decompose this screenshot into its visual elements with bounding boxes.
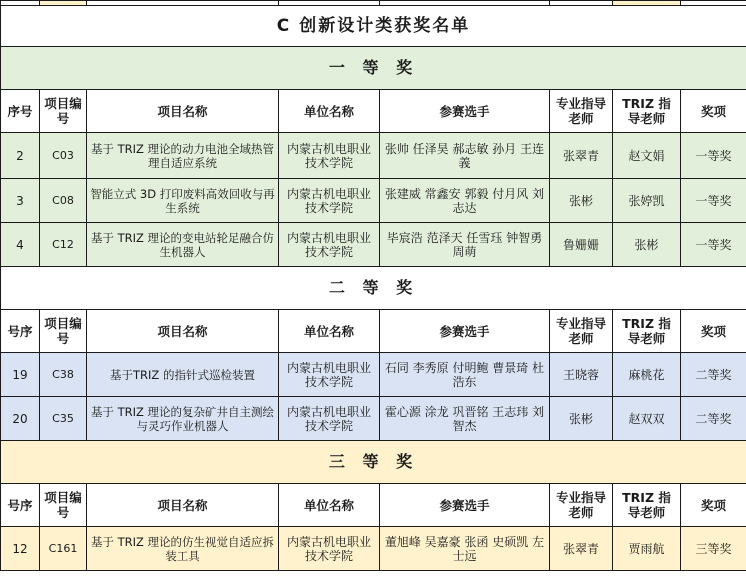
players: 霍心源 涂龙 巩晋铭 王志玮 刘智杰 bbox=[380, 397, 550, 441]
project-name: 基于TRIZ 的指针式巡检装置 bbox=[87, 353, 279, 397]
row-number: 2 bbox=[1, 133, 40, 179]
project-code: C03 bbox=[40, 133, 87, 179]
project-name: 基于 TRIZ 理论的仿生视觉自适应拆装工具 bbox=[87, 527, 279, 571]
column-header-row bbox=[1, 90, 746, 133]
project-code: C35 bbox=[40, 397, 87, 441]
project-code: C38 bbox=[40, 353, 87, 397]
column-header: 参赛选手 bbox=[380, 90, 550, 133]
mentor: 鲁姗姗 bbox=[550, 223, 613, 267]
project-name: 基于 TRIZ 理论的动力电池全域热管理自适应系统 bbox=[87, 133, 279, 179]
column-header: 单位名称 bbox=[279, 310, 380, 353]
players: 毕宸浩 范泽天 任雪珏 钟智勇 周萌 bbox=[380, 223, 550, 267]
column-header: 专业指导老师 bbox=[550, 484, 613, 527]
award-level: 一等奖 bbox=[681, 133, 746, 179]
mentor: 张翠青 bbox=[550, 133, 613, 179]
unit-name: 内蒙古机电职业技术学院 bbox=[279, 179, 380, 223]
column-header: 单位名称 bbox=[279, 90, 380, 133]
section-label: 二 等 奖 bbox=[1, 267, 746, 310]
column-header: 项目编号 bbox=[40, 90, 87, 133]
award-level: 一等奖 bbox=[681, 223, 746, 267]
column-header: 奖项 bbox=[681, 310, 746, 353]
mentor: 张彬 bbox=[550, 179, 613, 223]
award-level: 二等奖 bbox=[681, 397, 746, 441]
unit-name: 内蒙古机电职业技术学院 bbox=[279, 397, 380, 441]
project-name: 智能立式 3D 打印废料高效回收与再生系统 bbox=[87, 179, 279, 223]
award-level: 三等奖 bbox=[681, 527, 746, 571]
column-header-row bbox=[1, 484, 746, 527]
title-row bbox=[1, 6, 746, 47]
table-row bbox=[1, 353, 746, 397]
triz-mentor: 赵文娟 bbox=[613, 133, 681, 179]
triz-mentor: 贾雨航 bbox=[613, 527, 681, 571]
row-number: 4 bbox=[1, 223, 40, 267]
project-code: C12 bbox=[40, 223, 87, 267]
unit-name: 内蒙古机电职业技术学院 bbox=[279, 133, 380, 179]
column-header: 项目名称 bbox=[87, 484, 279, 527]
column-header: 奖项 bbox=[681, 90, 746, 133]
row-number: 3 bbox=[1, 179, 40, 223]
column-header: 专业指导老师 bbox=[550, 310, 613, 353]
column-header: 项目名称 bbox=[87, 90, 279, 133]
table-row bbox=[1, 223, 746, 267]
column-header: 序号 bbox=[1, 90, 40, 133]
row-number: 12 bbox=[1, 527, 40, 571]
section-label: 三 等 奖 bbox=[1, 441, 746, 484]
column-header: TRIZ 指导老师 bbox=[613, 90, 681, 133]
players: 张建威 常鑫安 郭毅 付月风 刘志达 bbox=[380, 179, 550, 223]
column-header-row bbox=[1, 310, 746, 353]
players: 董旭峰 吴嘉豪 张函 史硕凯 左士远 bbox=[380, 527, 550, 571]
table-row bbox=[1, 527, 746, 571]
project-code: C161 bbox=[40, 527, 87, 571]
section-row bbox=[1, 267, 746, 310]
section-label: 一 等 奖 bbox=[1, 47, 746, 90]
triz-mentor: 张婷凯 bbox=[613, 179, 681, 223]
column-header: 号序 bbox=[1, 310, 40, 353]
column-header: 参赛选手 bbox=[380, 484, 550, 527]
column-header: 参赛选手 bbox=[380, 310, 550, 353]
section-row bbox=[1, 441, 746, 484]
unit-name: 内蒙古机电职业技术学院 bbox=[279, 223, 380, 267]
column-header: 单位名称 bbox=[279, 484, 380, 527]
triz-mentor: 张彬 bbox=[613, 223, 681, 267]
triz-mentor: 赵双双 bbox=[613, 397, 681, 441]
row-number: 20 bbox=[1, 397, 40, 441]
unit-name: 内蒙古机电职业技术学院 bbox=[279, 527, 380, 571]
column-header: TRIZ 指导老师 bbox=[613, 310, 681, 353]
project-name: 基于 TRIZ 理论的复杂矿井自主测绘与灵巧作业机器人 bbox=[87, 397, 279, 441]
triz-mentor: 麻桃花 bbox=[613, 353, 681, 397]
column-header: 号序 bbox=[1, 484, 40, 527]
page-title: C 创新设计类获奖名单 bbox=[1, 6, 746, 47]
column-header: 项目编号 bbox=[40, 484, 87, 527]
unit-name: 内蒙古机电职业技术学院 bbox=[279, 353, 380, 397]
mentor: 张翠青 bbox=[550, 527, 613, 571]
mentor: 王晓蓉 bbox=[550, 353, 613, 397]
section-row bbox=[1, 47, 746, 90]
project-code: C08 bbox=[40, 179, 87, 223]
project-name: 基于 TRIZ 理论的变电站轮足融合仿生机器人 bbox=[87, 223, 279, 267]
column-header: 项目编号 bbox=[40, 310, 87, 353]
award-level: 二等奖 bbox=[681, 353, 746, 397]
column-header: TRIZ 指导老师 bbox=[613, 484, 681, 527]
column-header: 项目名称 bbox=[87, 310, 279, 353]
column-header: 专业指导老师 bbox=[550, 90, 613, 133]
players: 石同 李秀原 付明鲍 曹景琦 杜浩东 bbox=[380, 353, 550, 397]
table-row bbox=[1, 179, 746, 223]
row-number: 19 bbox=[1, 353, 40, 397]
table-row bbox=[1, 397, 746, 441]
award-level: 一等奖 bbox=[681, 179, 746, 223]
players: 张帅 任泽昊 郝志敏 孙月 王连義 bbox=[380, 133, 550, 179]
column-header: 奖项 bbox=[681, 484, 746, 527]
table-row bbox=[1, 133, 746, 179]
mentor: 张彬 bbox=[550, 397, 613, 441]
